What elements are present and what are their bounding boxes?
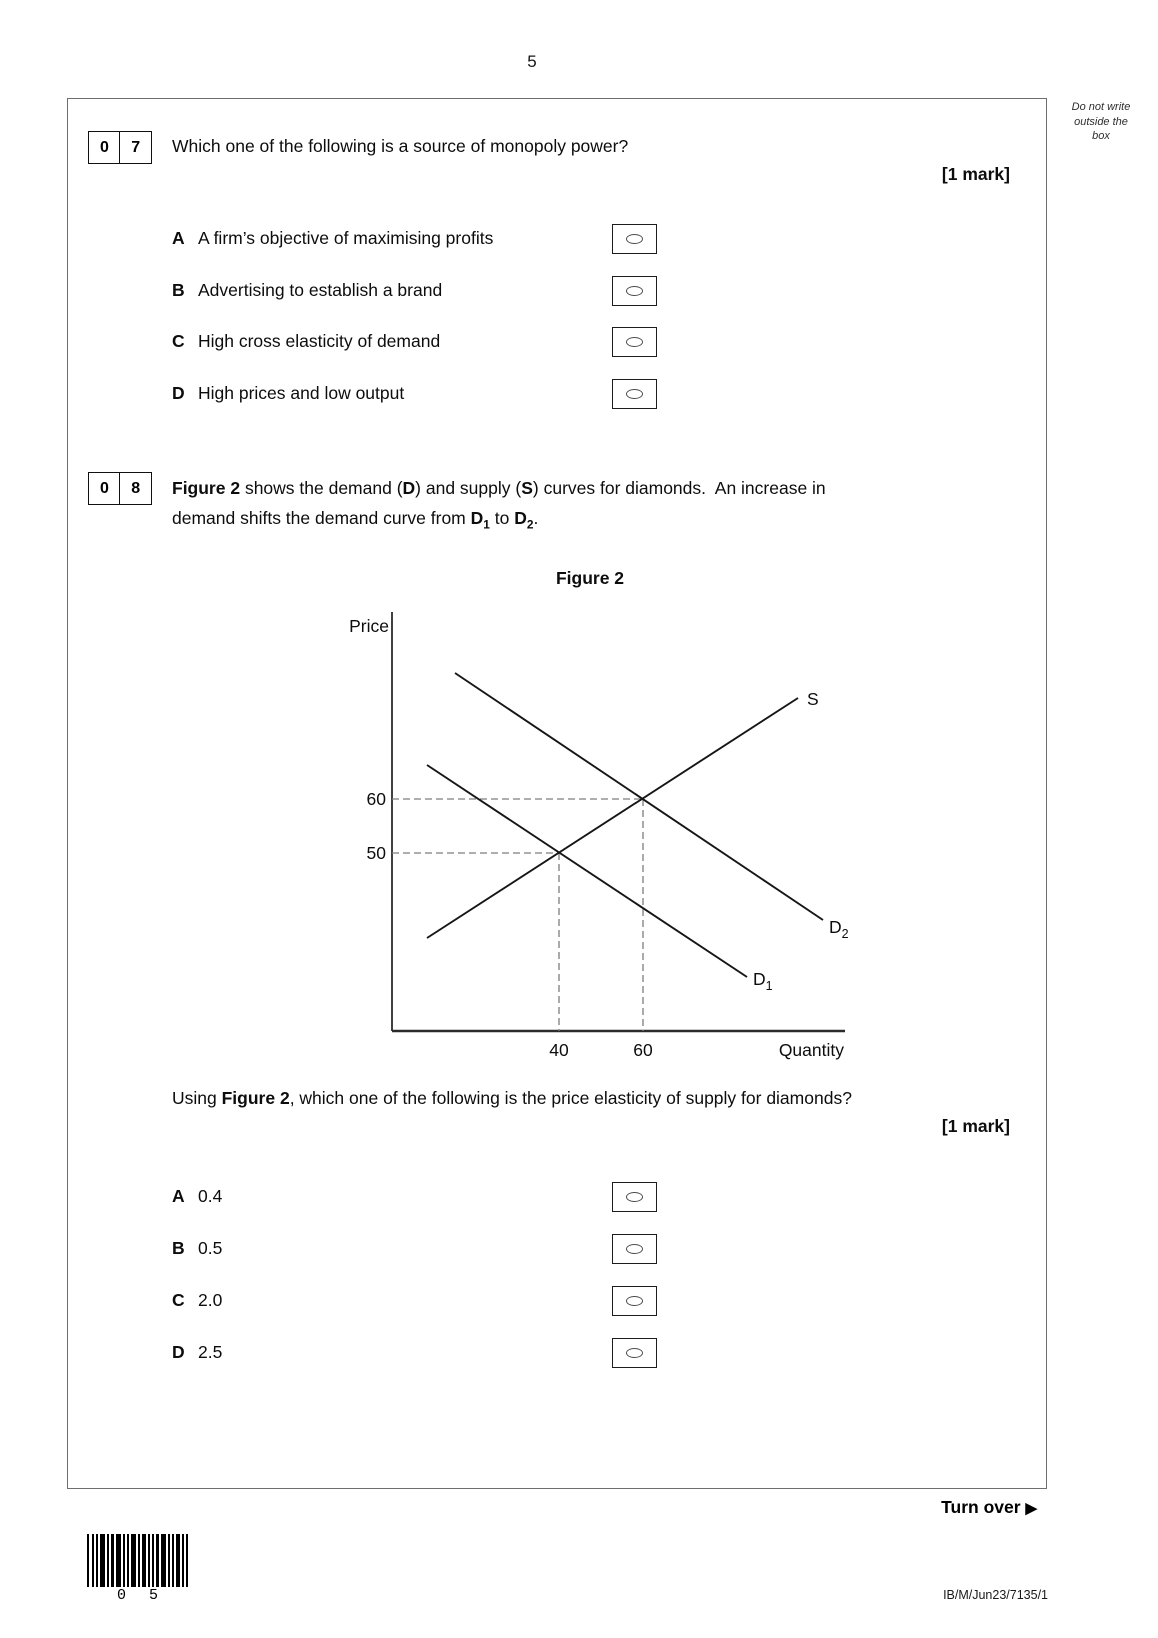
q8-option-b xyxy=(172,1238,222,1259)
q8-option-d-answer-box[interactable] xyxy=(612,1338,657,1368)
question-8-marks: [1 mark] xyxy=(941,1116,1010,1136)
q8-option-a xyxy=(172,1186,222,1207)
option-text: 2.5 xyxy=(198,1342,223,1362)
answer-oval xyxy=(626,234,643,244)
option-letter: D xyxy=(172,383,185,403)
q7-option-c xyxy=(172,331,440,352)
question-number-digit: 8 xyxy=(119,472,152,505)
answer-oval xyxy=(626,1244,643,1254)
turn-over-note xyxy=(820,1497,1037,1518)
margin-note-line: outside the xyxy=(1074,115,1128,128)
option-text: High prices and low output xyxy=(198,383,405,403)
option-text: A firm’s objective of maximising profits xyxy=(198,228,494,248)
page-number: 5 xyxy=(527,52,537,71)
margin-note-line: box xyxy=(1092,130,1110,143)
answer-oval xyxy=(626,1192,643,1202)
barcode-digits: 0 5 xyxy=(116,1587,158,1604)
quantity-tick-60: 60 xyxy=(633,1040,653,1060)
question-number-digit: 0 xyxy=(88,131,121,164)
supply-curve xyxy=(427,698,798,938)
option-letter: B xyxy=(172,1238,185,1258)
q7-option-a-answer-box[interactable] xyxy=(612,224,657,254)
paper-reference-code: IB/M/Jun23/7135/1 xyxy=(943,1588,1048,1602)
q7-option-b xyxy=(172,280,442,301)
price-tick-60: 60 xyxy=(366,789,386,809)
q7-option-d-answer-box[interactable] xyxy=(612,379,657,409)
option-text: 0.5 xyxy=(198,1238,223,1258)
question-8-number-box xyxy=(88,472,150,505)
d1-curve-label: $D_1$ xyxy=(753,969,773,993)
turn-over-arrow-icon: ▶ xyxy=(1025,1500,1037,1517)
question-8-text: Using Figure 2, which one of the following is the price elasticity of supply for diamonds? xyxy=(172,1088,852,1108)
answer-oval xyxy=(626,1296,643,1306)
figure-2-chart xyxy=(320,585,860,1065)
question-7-number-box xyxy=(88,131,150,164)
demand-curve-d2 xyxy=(455,673,823,920)
question-number-digit: 0 xyxy=(88,472,121,505)
q7-option-d xyxy=(172,383,404,404)
option-letter: A xyxy=(172,1186,185,1206)
option-text: 0.4 xyxy=(198,1186,223,1206)
q8-option-a-answer-box[interactable] xyxy=(612,1182,657,1212)
answer-oval xyxy=(626,389,643,399)
turn-over-label: Turn over xyxy=(941,1497,1021,1517)
figure-2-title: Figure 2 xyxy=(555,568,625,588)
answer-oval xyxy=(626,1348,643,1358)
y-axis-label: Price xyxy=(349,616,389,636)
question-number-digit: 7 xyxy=(119,131,152,164)
question-7-marks: [1 mark] xyxy=(941,164,1010,184)
q8-option-c-answer-box[interactable] xyxy=(612,1286,657,1316)
option-text: Advertising to establish a brand xyxy=(198,280,443,300)
margin-note xyxy=(1049,100,1153,144)
price-tick-50: 50 xyxy=(366,843,386,863)
option-text: High cross elasticity of demand xyxy=(198,331,441,351)
answer-oval xyxy=(626,286,643,296)
option-letter: D xyxy=(172,1342,185,1362)
question-7-text: Which one of the following is a source of monopoly power? xyxy=(172,136,629,156)
quantity-tick-40: 40 xyxy=(549,1040,569,1060)
supply-curve-label: S xyxy=(807,689,819,709)
margin-note-line: Do not write xyxy=(1071,101,1131,113)
q8-option-c xyxy=(172,1290,222,1311)
option-letter: B xyxy=(172,280,185,300)
question-8-intro-line2: demand shifts the demand curve from $D_1$ to $D_2$. xyxy=(172,508,539,532)
d2-curve-label: $D_2$ xyxy=(829,917,849,941)
option-letter: C xyxy=(172,1290,185,1310)
answer-oval xyxy=(626,337,643,347)
x-axis-label: Quantity xyxy=(778,1040,844,1060)
q7-option-b-answer-box[interactable] xyxy=(612,276,657,306)
question-8-intro-line1: Figure 2 shows the demand (D) and supply (S) curves for diamonds. An increase in xyxy=(172,478,826,498)
q8-option-d xyxy=(172,1342,222,1363)
barcode xyxy=(87,1534,188,1587)
option-letter: C xyxy=(172,331,185,351)
q8-option-b-answer-box[interactable] xyxy=(612,1234,657,1264)
option-letter: A xyxy=(172,228,185,248)
q7-option-c-answer-box[interactable] xyxy=(612,327,657,357)
option-text: 2.0 xyxy=(198,1290,223,1310)
q7-option-a xyxy=(172,228,493,249)
demand-curve-d1 xyxy=(427,765,747,977)
